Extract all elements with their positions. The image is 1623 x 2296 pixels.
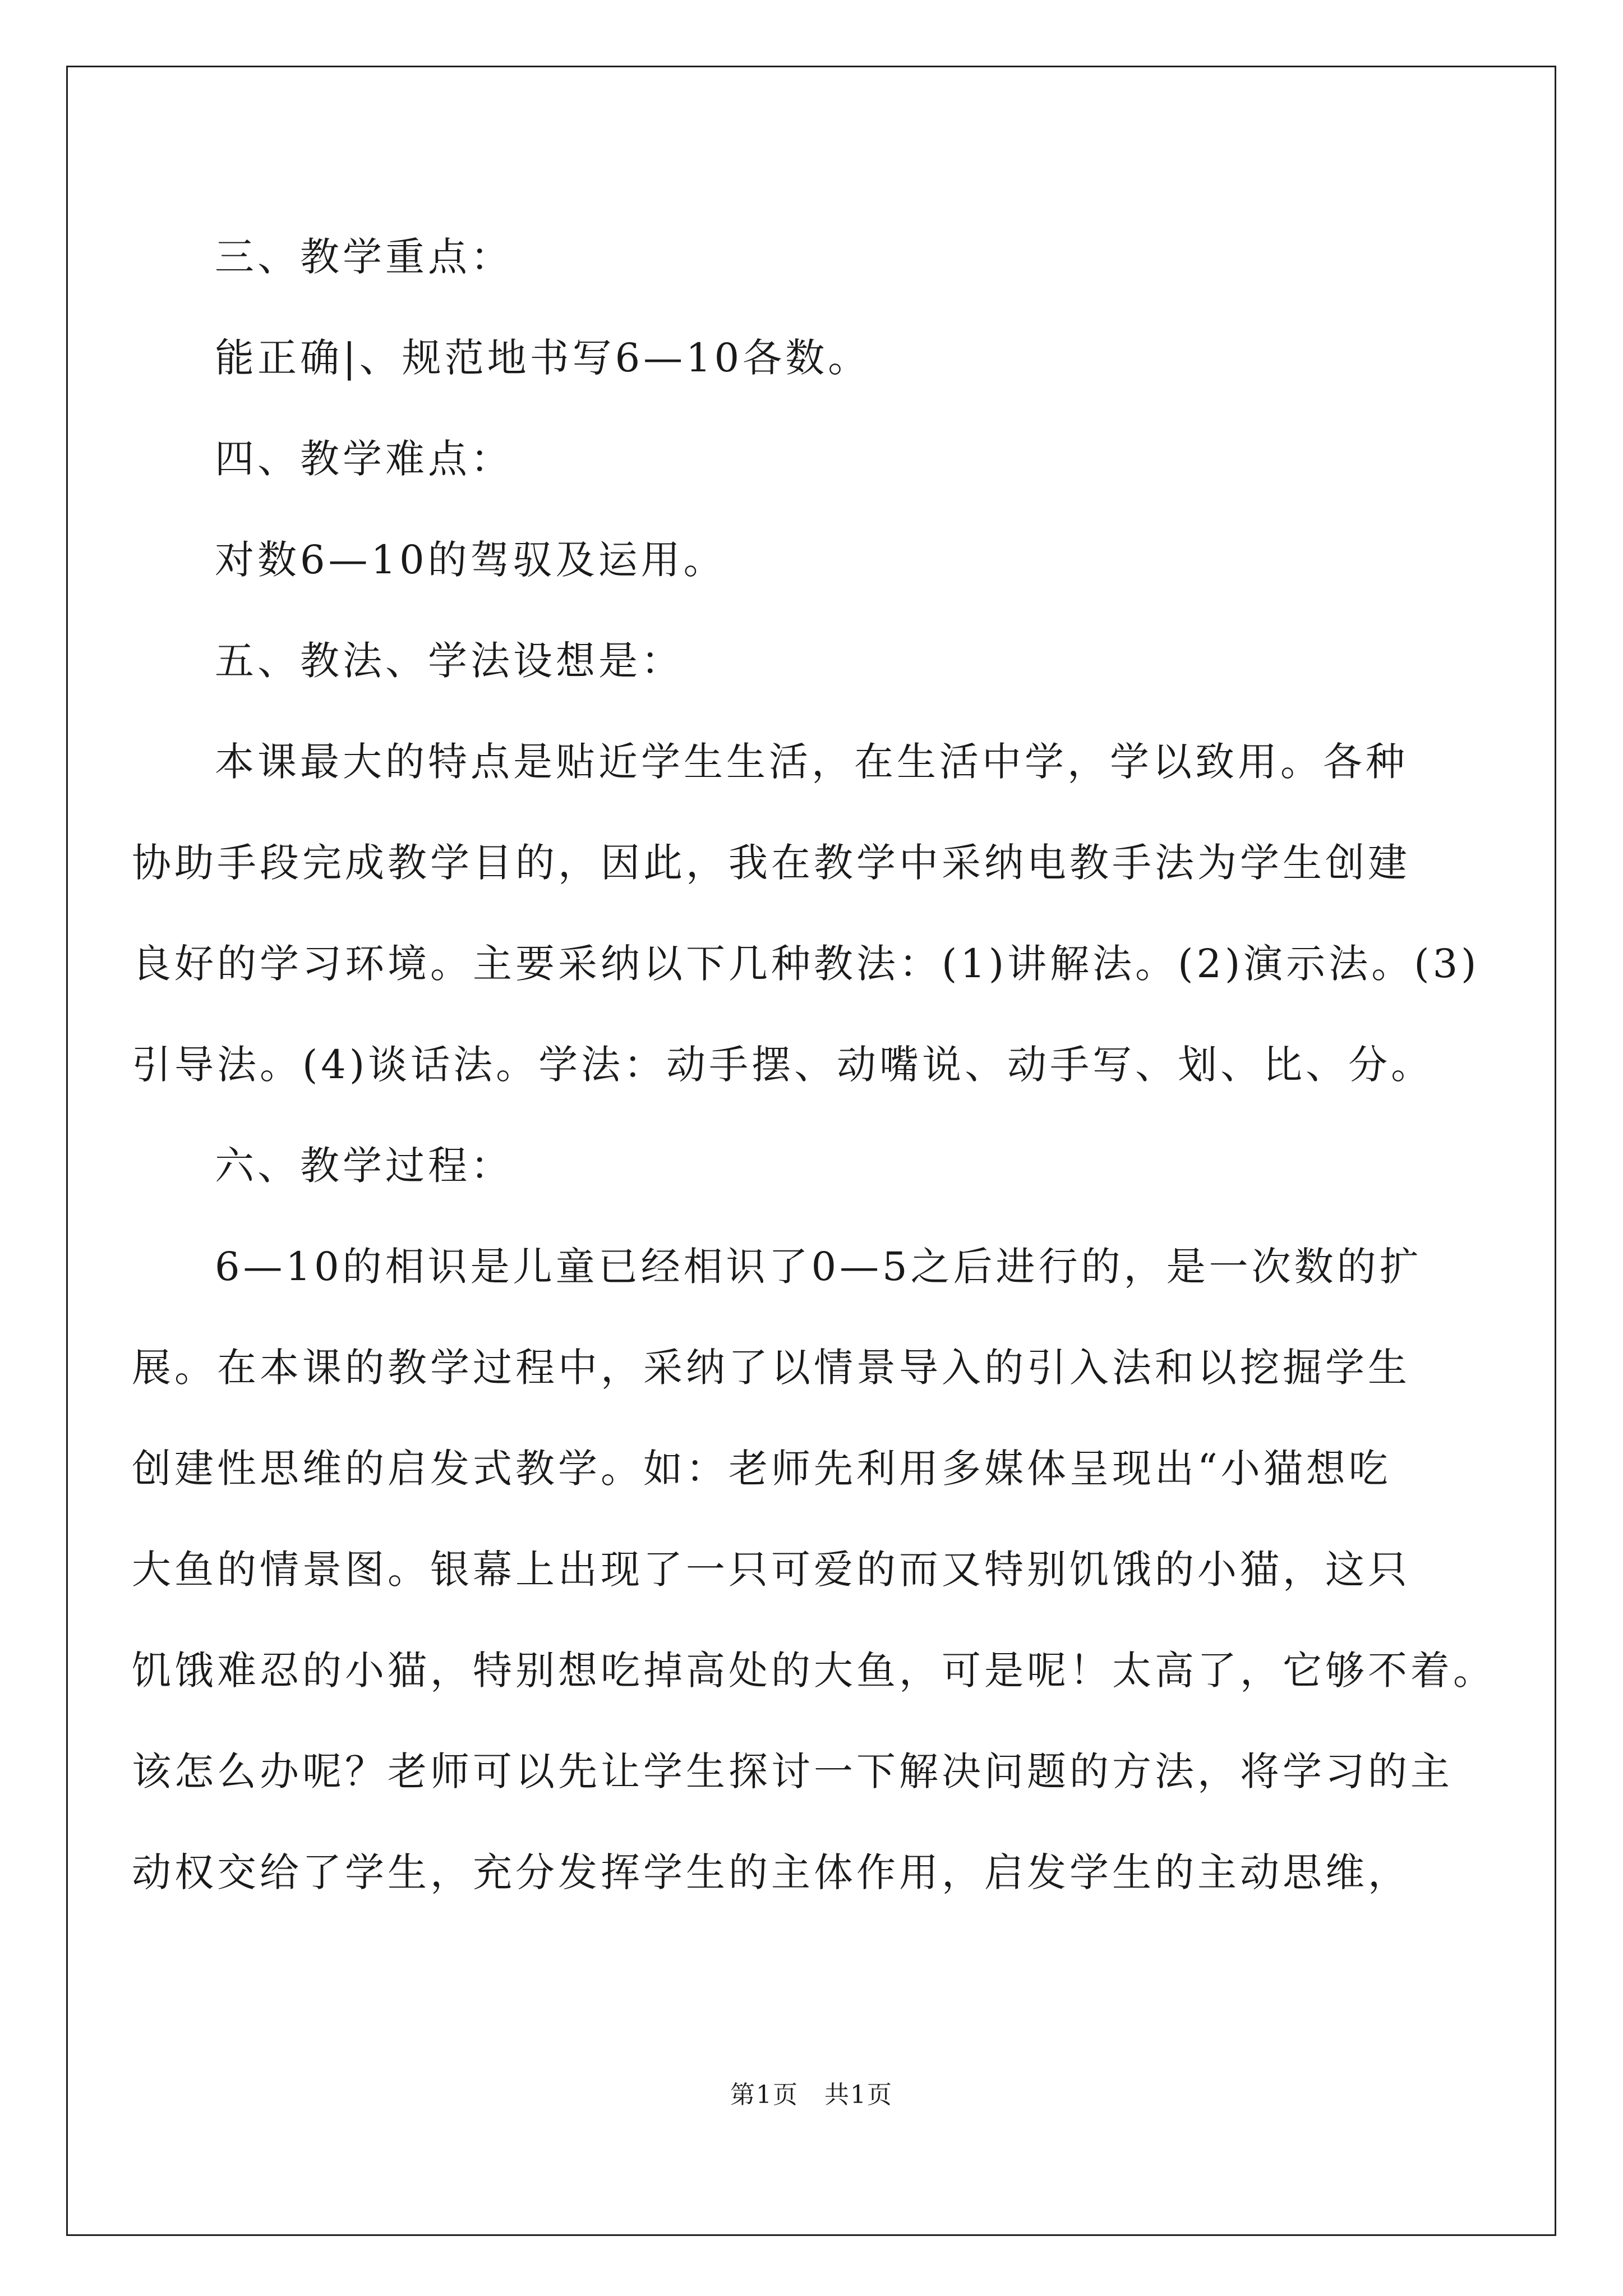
- paragraph-line: 良好的学习环境。主要采纳以下几种教法：(1)讲解法。(2)演示法。(3): [132, 941, 1480, 987]
- page-number-footer: 第1页 共1页: [730, 2081, 893, 2109]
- paragraph-line: 6—10的相识是儿童已经相识了0—5之后进行的，是一次数的扩: [215, 1244, 1422, 1290]
- heading-teaching-process: 六、教学过程：: [215, 1143, 513, 1189]
- paragraph-line: 该怎么办呢？老师可以先让学生探讨一下解决问题的方法，将学习的主: [132, 1749, 1453, 1795]
- heading-teaching-methods: 五、教法、学法设想是：: [215, 638, 684, 684]
- heading-teaching-focus: 三、教学重点：: [215, 234, 513, 280]
- paragraph-line: 大鱼的情景图。银幕上出现了一只可爱的而又特别饥饿的小猫，这只: [132, 1547, 1410, 1593]
- heading-teaching-difficulty: 四、教学难点：: [215, 436, 513, 482]
- paragraph-line: 饥饿难忍的小猫，特别想吃掉高处的大鱼，可是呢！太高了，它够不着。: [132, 1648, 1496, 1694]
- paragraph-line: 能正确|、规范地书写6—10各数。: [215, 335, 871, 381]
- paragraph-line: 展。在本课的教学过程中，采纳了以情景导入的引入法和以挖掘学生: [132, 1345, 1410, 1391]
- paragraph-line: 本课最大的特点是贴近学生生活，在生活中学，学以致用。各种: [215, 739, 1408, 785]
- paragraph-line: 创建性思维的启发式教学。如：老师先利用多媒体呈现出“小猫想吃: [132, 1446, 1391, 1492]
- paragraph-line: 协助手段完成教学目的，因此，我在教学中采纳电教手法为学生创建: [132, 840, 1410, 886]
- paragraph-line: 对数6—10的驾驭及运用。: [215, 537, 726, 583]
- paragraph-line: 动权交给了学生，充分发挥学生的主体作用，启发学生的主动思维，: [132, 1849, 1410, 1895]
- paragraph-line: 引导法。(4)谈话法。学法：动手摆、动嘴说、动手写、划、比、分。: [132, 1042, 1434, 1088]
